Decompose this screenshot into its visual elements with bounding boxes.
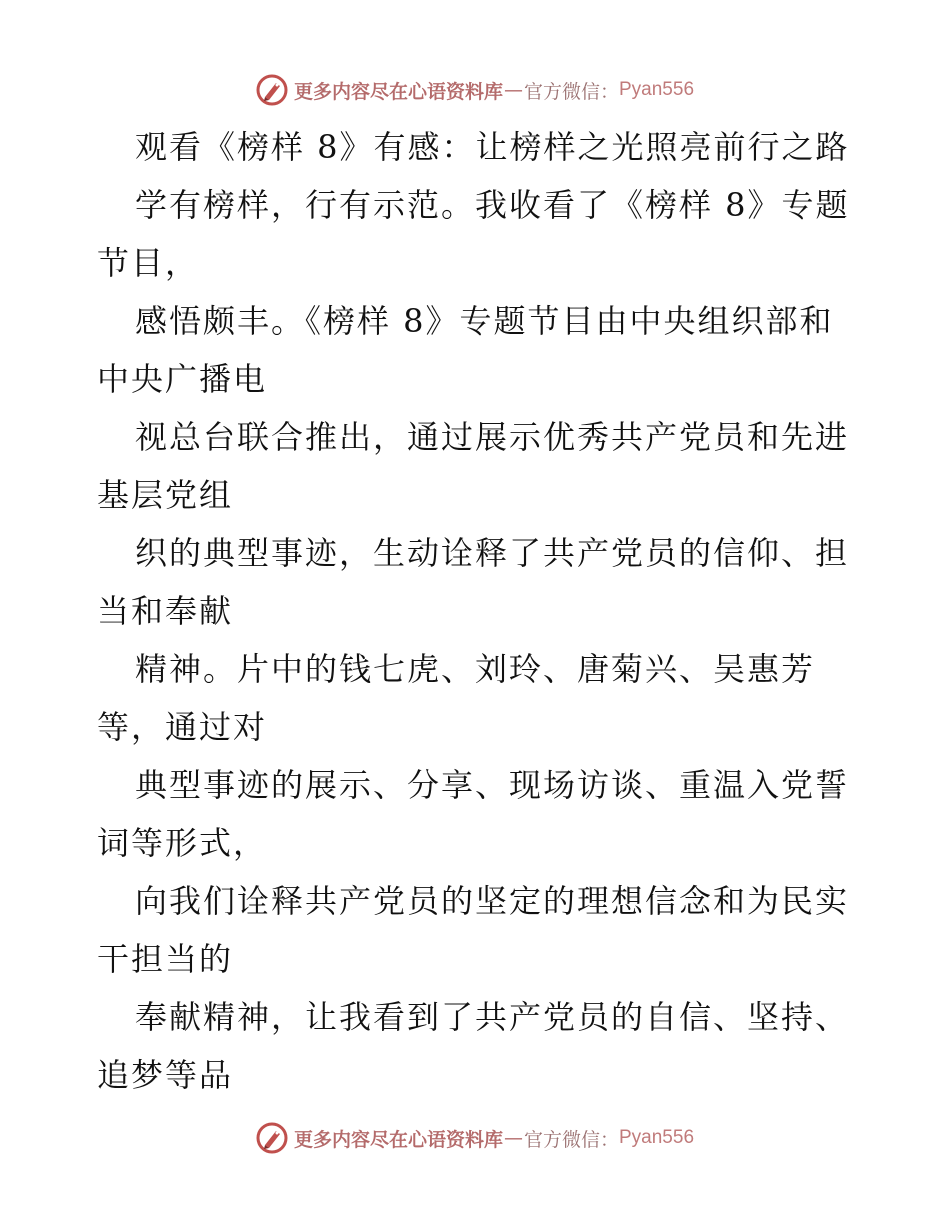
header-banner (0, 70, 950, 110)
text-line: 视总台联合推出，通过展示优秀共产党员和先进 (135, 418, 850, 456)
text-line: 向我们诠释共产党员的坚定的理想信念和为民实 (135, 882, 850, 920)
banner-wechat-id: Pyan556 (619, 1127, 695, 1148)
text-line: 奉献精神，让我看到了共产党员的自信、坚持、 (135, 998, 850, 1036)
text-line: 精神。片中的钱七虎、刘玲、唐菊兴、吴惠芳 (135, 650, 816, 688)
banner-separator: — (503, 79, 523, 101)
text-line: 感悟颇丰。《榜样 8》专题节目由中央组织部和 (135, 302, 834, 340)
banner-brand-text: 更多内容尽在心语资料库 (293, 1128, 503, 1151)
text-line: 当和奉献 (97, 592, 234, 630)
text-line: 中央广播电 (97, 360, 268, 398)
pen-logo-icon (256, 1122, 288, 1154)
banner-wechat-label: 官方微信： (523, 80, 619, 103)
text-line: 节目， (97, 244, 200, 282)
text-line: 干担当的 (97, 940, 234, 978)
text-line: 等，通过对 (97, 708, 268, 746)
text-line: 织的典型事迹，生动诠释了共产党员的信仰、担 (135, 534, 850, 572)
banner-separator: — (503, 1127, 523, 1149)
text-line: 学有榜样，行有示范。我收看了《榜样 8》专题 (135, 186, 850, 224)
footer-banner (0, 1118, 950, 1158)
document-body (97, 118, 857, 1104)
banner-brand-text: 更多内容尽在心语资料库 (293, 80, 503, 103)
pen-logo-icon (256, 74, 288, 106)
text-line: 基层党组 (97, 476, 234, 514)
banner-wechat-label: 官方微信： (523, 1128, 619, 1151)
text-line: 词等形式， (97, 824, 268, 862)
text-line: 观看《榜样 8》有感：让榜样之光照亮前行之路 (135, 128, 850, 166)
text-line: 典型事迹的展示、分享、现场访谈、重温入党誓 (135, 766, 850, 804)
text-line: 追梦等品 (97, 1056, 234, 1094)
banner-wechat-id: Pyan556 (619, 79, 695, 100)
